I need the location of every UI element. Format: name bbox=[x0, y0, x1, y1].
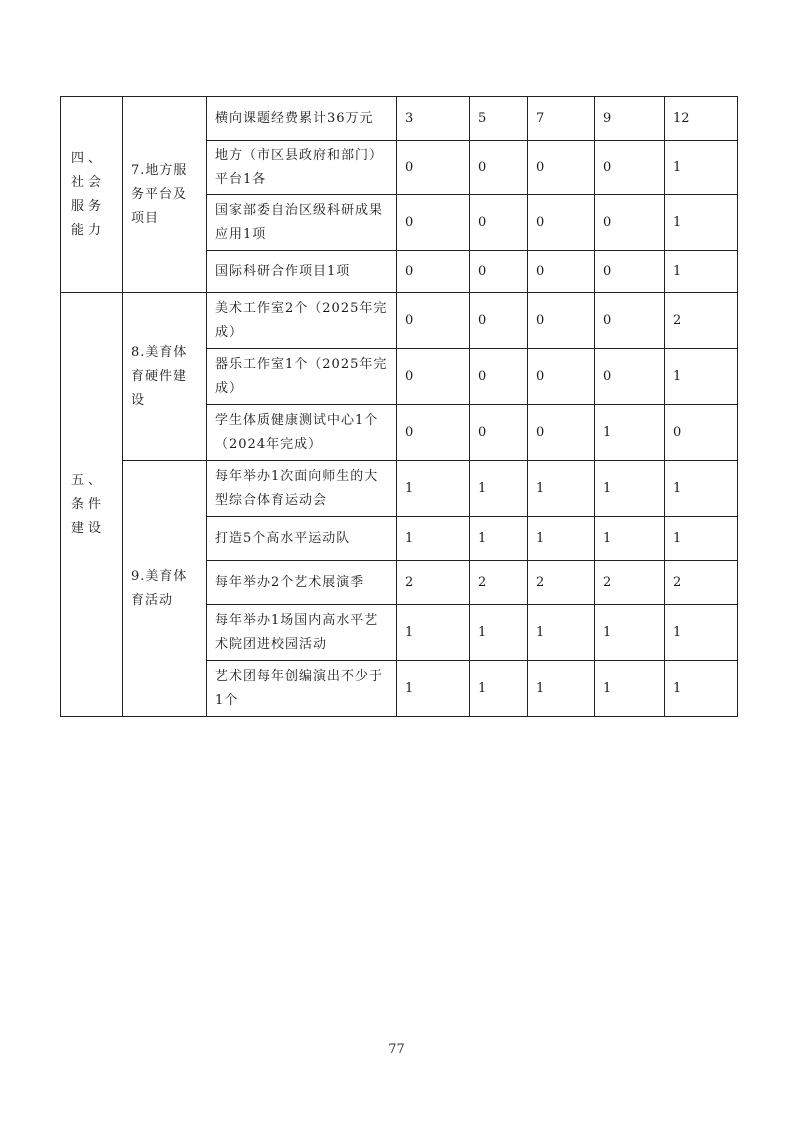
value-cell: 1 bbox=[470, 605, 528, 661]
value-cell: 7 bbox=[528, 97, 595, 141]
value-cell: 2 bbox=[470, 561, 528, 605]
value-cell: 1 bbox=[665, 141, 738, 195]
item-cell: 国际科研合作项目1项 bbox=[207, 251, 397, 293]
category-cell: 五、条件建设 bbox=[61, 293, 123, 717]
value-cell: 9 bbox=[595, 97, 665, 141]
value-cell: 0 bbox=[528, 141, 595, 195]
table-row bbox=[61, 293, 738, 349]
item-cell: 每年举办2个艺术展演季 bbox=[207, 561, 397, 605]
value-cell: 0 bbox=[528, 405, 595, 461]
subcategory-cell: 8.美育体育硬件建设 bbox=[123, 293, 207, 461]
item-cell: 每年举办1场国内高水平艺术院团进校园活动 bbox=[207, 605, 397, 661]
value-cell: 0 bbox=[528, 195, 595, 251]
item-cell: 艺术团每年创编演出不少于1个 bbox=[207, 661, 397, 717]
category-cell: 四、社会服务能力 bbox=[61, 97, 123, 293]
item-cell: 地方（市区县政府和部门）平台1各 bbox=[207, 141, 397, 195]
value-cell: 1 bbox=[595, 461, 665, 517]
value-cell: 0 bbox=[470, 293, 528, 349]
value-cell: 0 bbox=[397, 293, 470, 349]
value-cell: 1 bbox=[528, 605, 595, 661]
item-cell: 每年举办1次面向师生的大型综合体育运动会 bbox=[207, 461, 397, 517]
value-cell: 1 bbox=[665, 251, 738, 293]
value-cell: 12 bbox=[665, 97, 738, 141]
value-cell: 2 bbox=[528, 561, 595, 605]
value-cell: 0 bbox=[397, 349, 470, 405]
subcategory-cell: 9.美育体育活动 bbox=[123, 461, 207, 717]
value-cell: 0 bbox=[397, 251, 470, 293]
value-cell: 2 bbox=[665, 561, 738, 605]
value-cell: 1 bbox=[470, 661, 528, 717]
page-number: 77 bbox=[388, 1042, 405, 1057]
subcategory-cell: 7.地方服务平台及项目 bbox=[123, 97, 207, 293]
value-cell: 1 bbox=[528, 661, 595, 717]
value-cell: 1 bbox=[665, 461, 738, 517]
item-cell: 美术工作室2个（2025年完成） bbox=[207, 293, 397, 349]
value-cell: 0 bbox=[397, 405, 470, 461]
value-cell: 0 bbox=[470, 141, 528, 195]
value-cell: 1 bbox=[528, 517, 595, 561]
value-cell: 0 bbox=[595, 293, 665, 349]
item-cell: 国家部委自治区级科研成果应用1项 bbox=[207, 195, 397, 251]
indicator-table bbox=[60, 96, 738, 717]
value-cell: 2 bbox=[397, 561, 470, 605]
item-cell: 学生体质健康测试中心1个（2024年完成） bbox=[207, 405, 397, 461]
value-cell: 0 bbox=[528, 349, 595, 405]
value-cell: 0 bbox=[665, 405, 738, 461]
value-cell: 1 bbox=[595, 605, 665, 661]
value-cell: 2 bbox=[665, 293, 738, 349]
value-cell: 0 bbox=[397, 141, 470, 195]
value-cell: 0 bbox=[595, 195, 665, 251]
value-cell: 1 bbox=[665, 195, 738, 251]
item-cell: 打造5个高水平运动队 bbox=[207, 517, 397, 561]
value-cell: 2 bbox=[595, 561, 665, 605]
value-cell: 0 bbox=[470, 405, 528, 461]
value-cell: 1 bbox=[595, 661, 665, 717]
value-cell: 0 bbox=[595, 251, 665, 293]
item-cell: 器乐工作室1个（2025年完成） bbox=[207, 349, 397, 405]
value-cell: 1 bbox=[397, 517, 470, 561]
table-row bbox=[61, 97, 738, 141]
value-cell: 1 bbox=[595, 405, 665, 461]
value-cell: 1 bbox=[397, 661, 470, 717]
value-cell: 5 bbox=[470, 97, 528, 141]
value-cell: 1 bbox=[397, 605, 470, 661]
value-cell: 0 bbox=[470, 349, 528, 405]
value-cell: 0 bbox=[595, 141, 665, 195]
value-cell: 1 bbox=[665, 349, 738, 405]
value-cell: 0 bbox=[528, 251, 595, 293]
value-cell: 0 bbox=[595, 349, 665, 405]
value-cell: 1 bbox=[665, 661, 738, 717]
value-cell: 1 bbox=[665, 605, 738, 661]
value-cell: 1 bbox=[397, 461, 470, 517]
value-cell: 0 bbox=[470, 195, 528, 251]
value-cell: 3 bbox=[397, 97, 470, 141]
table-row bbox=[61, 461, 738, 517]
value-cell: 1 bbox=[470, 461, 528, 517]
value-cell: 0 bbox=[528, 293, 595, 349]
value-cell: 0 bbox=[397, 195, 470, 251]
value-cell: 1 bbox=[528, 461, 595, 517]
value-cell: 1 bbox=[665, 517, 738, 561]
value-cell: 0 bbox=[470, 251, 528, 293]
value-cell: 1 bbox=[470, 517, 528, 561]
value-cell: 1 bbox=[595, 517, 665, 561]
item-cell: 横向课题经费累计36万元 bbox=[207, 97, 397, 141]
